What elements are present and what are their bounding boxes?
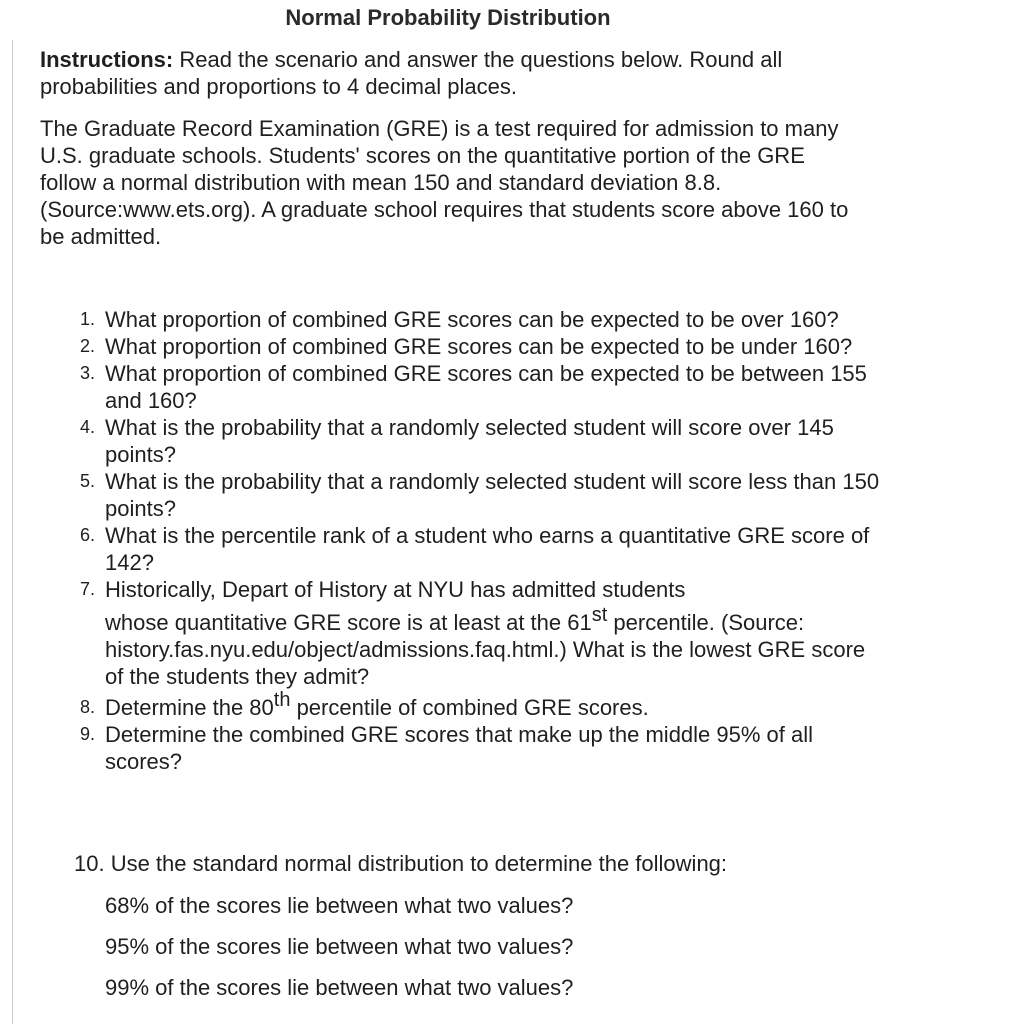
question-number: 4.	[80, 417, 96, 437]
question-number: 3.	[80, 363, 96, 383]
question-text: What proportion of combined GRE scores can be expected to be over 160?	[105, 307, 839, 332]
question-2	[80, 333, 880, 360]
question-text: What proportion of combined GRE scores can be expected to be between 155 and 160?	[105, 361, 867, 413]
question-text: What is the probability that a randomly selected student will score less than 150 points?	[105, 469, 880, 521]
question-10-item: 99% of the scores lie between what two values?	[105, 975, 574, 1000]
question-10-item: 95% of the scores lie between what two values?	[105, 934, 574, 959]
question-number: 1.	[80, 309, 96, 329]
question-text: What is the probability that a randomly selected student will score over 145 points?	[105, 415, 834, 467]
question-6	[80, 522, 880, 576]
question-text-line1: Historically, Depart of History at NYU has admitted students	[105, 577, 686, 602]
ordinal-suffix: st	[591, 604, 608, 626]
question-9	[80, 721, 880, 775]
instructions-label: Instructions:	[40, 47, 174, 72]
question-text-post: percentile. (Source: history.fas.nyu.edu/object/admissions.faq.html.) What is the lowest GRE score of the students they admit?	[105, 610, 866, 689]
question-text: What proportion of combined GRE scores can be expected to be under 160?	[105, 334, 853, 359]
question-3	[80, 360, 880, 414]
question-4	[80, 414, 880, 468]
question-text-pre: Determine the 80	[105, 695, 274, 720]
scenario-text: The Graduate Record Examination (GRE) is a test required for admission to many U.S. graduate schools. Students' scores on the quantitative portion of the GRE follow a normal distribution with mean 150 and standard deviation 8.8. (Source:www.ets.org). A graduate school requires that students score above 160 to be admitted.	[40, 116, 849, 249]
left-border	[12, 40, 13, 1024]
question-number: 2.	[80, 336, 96, 356]
question-list	[80, 306, 880, 775]
question-text: What is the percentile rank of a student who earns a quantitative GRE score of 142?	[105, 523, 870, 575]
question-text: Determine the combined GRE scores that make up the middle 95% of all scores?	[105, 722, 814, 774]
question-1	[80, 306, 880, 333]
instructions	[40, 46, 880, 100]
ordinal-suffix: th	[273, 689, 291, 711]
question-10: 10. Use the standard normal distribution to determine the following:	[74, 851, 728, 876]
instructions-text: Read the scenario and answer the questions below. Round all probabilities and proportions to 4 decimal places.	[40, 47, 783, 99]
question-text-rest	[105, 604, 880, 690]
question-number: 9.	[80, 724, 96, 744]
question-8	[80, 689, 880, 721]
question-number: 6.	[80, 525, 96, 545]
question-text-pre: whose quantitative GRE score is at least at the 61	[105, 610, 592, 635]
question-number: 8.	[80, 697, 96, 717]
page-title: Normal Probability Distribution	[285, 5, 611, 30]
question-10-item: 68% of the scores lie between what two values?	[105, 893, 574, 918]
question-number: 7.	[80, 579, 96, 599]
question-text-post: percentile of combined GRE scores.	[290, 695, 649, 720]
question-5	[80, 468, 880, 522]
question-7	[80, 576, 880, 690]
question-number: 5.	[80, 471, 96, 491]
